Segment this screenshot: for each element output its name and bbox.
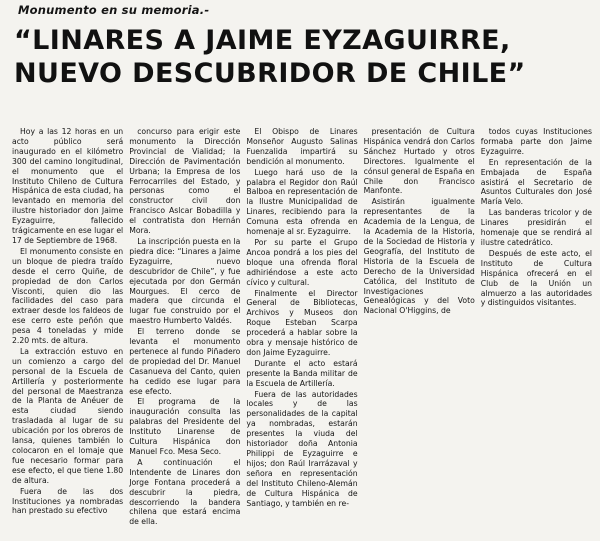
paragraph: Después de este acto, el Instituto de Cultura Hispánica ofrecerá en el Club de la Unión un almuerzo a las autoridades y distinguidos visitantes.	[480, 248, 592, 308]
text-column-4	[364, 127, 475, 537]
headline-line-2: NUEVO DESCUBRIDOR DE CHILE”	[14, 58, 526, 89]
paragraph: Finalmente el Director General de Bibliotecas, Archivos y Museos don Roque Esteban Scarpa procederá a hablar sobre la obra y mensaje histórico de don Jaime Eyzaguirre.	[246, 288, 358, 357]
paragraph: Asistirán igualmente representantes de la Academia de la Lengua, de la Academia de la Historia, de la Sociedad de Historia y Geografía, del Instituto de Historia de la Escuela de Derecho de la Universidad Católica, del Instituto de Investigaciones Genealógicas y del Voto Nacional O'Higgins, de	[363, 197, 475, 316]
paragraph: El Obispo de Linares Monseñor Augusto Salinas Fuenzalida impartirá su bendición al monumento.	[246, 127, 358, 166]
paragraph: La inscripción puesta en la piedra dice: “Linares a Jaime Eyzaguirre, nuevo descubridor de Chile”, y fue ejecutada por don Germán Mourgues. El cerco de madera que circunda el lugar fue construido por el maestro Humberto Valdés.	[129, 236, 241, 326]
article-headline	[14, 24, 594, 90]
paragraph: Fuera de las autoridades locales y de las personalidades de la capital ya nombradas, estarán presentes la viuda del historiador doña Antonia Philippi de Eyzaguirre e hijos; don Raúl Irarrázaval y señora en representación del Instituto Chileno-Alemán de Cultura Hispánica de Santiago, y también en re-	[246, 389, 358, 508]
paragraph: El programa de la inauguración consulta las palabras del Presidente del Instituto Linarense de Cultura Hispánica don Manuel Fco. Mesa Seco.	[129, 397, 241, 456]
paragraph: Hoy a las 12 horas en un acto público será inaugurado en el kilómetro 300 del camino longitudinal, el monumento que el Instituto Chileno de Cultura Hispánica de esta ciudad, ha levantado en memoria del ilustre historiador don Jaime Eyzaguirre, fallecido trágicamente en ese lugar el 17 de Septiembre de 1968.	[12, 127, 124, 245]
paragraph: Las banderas tricolor y de Linares presidirán el homenaje que se rendirá al ilustre catedrático.	[480, 208, 592, 247]
headline-line-1: “LINARES A JAIME EYZAGUIRRE,	[14, 25, 511, 56]
paragraph: presentación de Cultura Hispánica vendrá don Carlos Sánchez Hurtado y otros Directores. Igualmente el cónsul general de España en Chile don Francisco Manfonte.	[363, 127, 475, 196]
text-column-1	[12, 127, 123, 537]
paragraph: concurso para erigir este monumento la Dirección Provincial de Vialidad; la Dirección de Pavimentación Urbana; la Empresa de los Ferrocarriles del Estado, y personas como el constructor civil don Francisco Aslcar Bobadilla y el contratista don Hernán Mora.	[129, 127, 241, 236]
paragraph: En representación de la Embajada de España asistirá el Secretario de Asuntos Culturales don José María Velo.	[480, 157, 592, 207]
paragraph: Fuera de las dos Instituciones ya nombradas han prestado su efectivo	[12, 486, 124, 516]
text-column-2	[129, 127, 240, 537]
text-column-5	[481, 127, 592, 537]
paragraph: todos cuyas Instituciones formaba parte don Jaime Eyzaguirre.	[480, 127, 592, 156]
paragraph: La extracción estuvo en un comienzo a cargo del personal de la Escuela de Artillería y posteriormente del personal de Maestranza de la Planta de Anéuer de esta ciudad siendo trasladada al lugar de su ubicación por los obreros de Iansa, quienes también lo colocaron en el lomaje que fue necesario formar para ese efecto, el que tiene 1.80 de altura.	[12, 346, 124, 485]
paragraph: A continuación el Intendente de Linares don Jorge Fontana procederá a descubrir la piedra, descorriendo la bandera chilena que estará encima de ella.	[129, 457, 241, 527]
paragraph: Durante el acto estará presente la Banda militar de la Escuela de Artillería.	[246, 358, 358, 388]
paragraph: El terreno donde se levanta el monumento pertenece al fundo Piñadero de propiedad del Dr. Manuel Casanueva del Canto, quien ha cedido ese lugar para ese efecto.	[129, 327, 241, 396]
paragraph: Luego hará uso de la palabra el Regidor don Raúl Balboa en representación de la Ilustre Municipalidad de Linares, recibiendo para la Comuna esta ofrenda en homenaje al sr. Eyzaguirre.	[246, 167, 358, 237]
article-body	[12, 127, 592, 537]
text-column-3	[246, 127, 357, 537]
paragraph: Por su parte el Grupo Ancoa pondrá a los pies del bloque una ofrenda floral adhiriéndose a este acto cívico y cultural.	[246, 237, 358, 287]
section-kicker: Monumento en su memoria.-	[18, 3, 210, 17]
paragraph: El monumento consiste en un bloque de piedra traído desde el cerro Quiñe, de propiedad de don Carlos Visconti, quien dio las facilidades del caso para extraer desde los faldeos de ese cerro este peñón que pesa 4 toneladas y mide 2.20 mts. de altura.	[12, 246, 124, 346]
